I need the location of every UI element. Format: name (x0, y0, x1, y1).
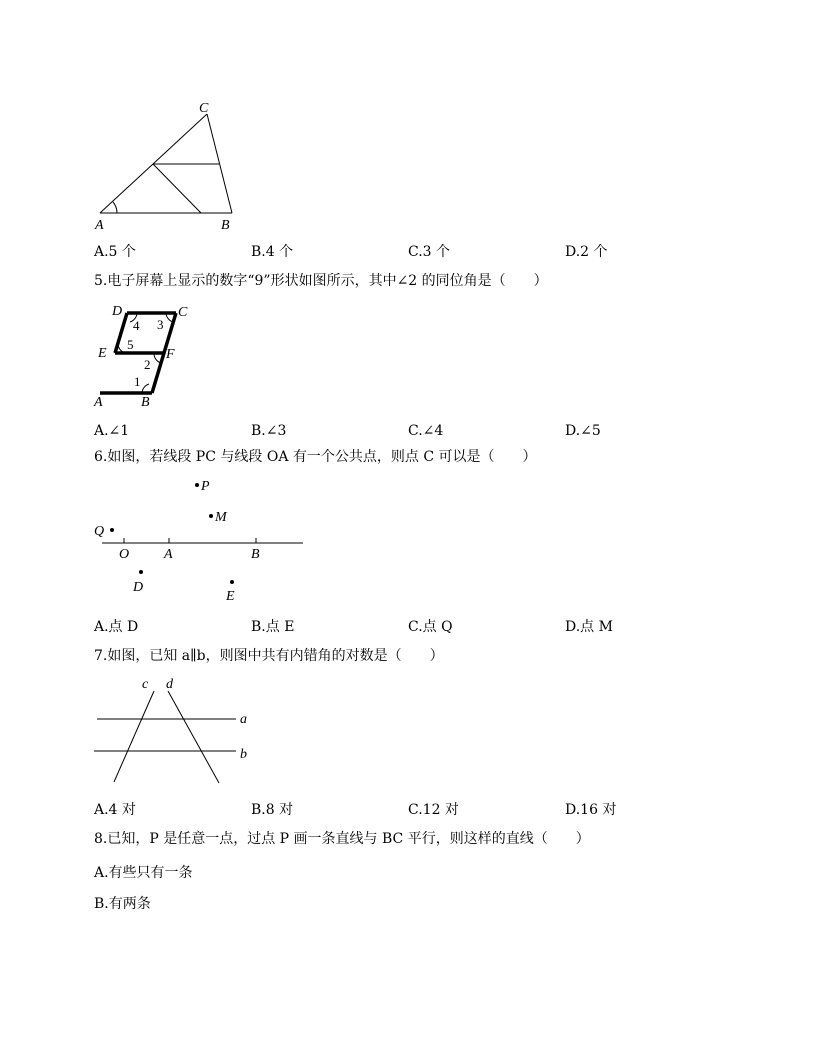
q4-option-a: A.5 个 (94, 244, 136, 260)
point-label-p: P (201, 479, 210, 494)
point-label-b: B (141, 395, 150, 410)
line-label-c: c (142, 677, 149, 692)
q7-option-c: C.12 对 (408, 802, 459, 818)
vertex-label-a: A (95, 218, 104, 233)
vertex-label-b: B (221, 218, 230, 233)
q5-option-b: B.∠3 (251, 423, 287, 439)
angle-label-2: 2 (144, 357, 151, 372)
q4-option-d: D.2 个 (565, 244, 608, 260)
digit-nine-figure (90, 300, 200, 412)
line-label-d: d (166, 677, 173, 692)
point-label-a: A (164, 547, 173, 562)
q5-option-a: A.∠1 (94, 423, 130, 439)
inner-slant-segment (153, 164, 201, 213)
q4-option-b: B.4 个 (251, 244, 294, 260)
point-q-dot (110, 528, 114, 532)
line-d (168, 691, 219, 783)
point-m-dot (209, 514, 213, 518)
vertex-label-c: C (199, 101, 209, 116)
line-label-a: a (240, 712, 247, 727)
q6-option-a: A.点 D (94, 619, 139, 635)
angle-label-5: 5 (127, 337, 134, 352)
q6-option-d: D.点 M (565, 619, 613, 635)
point-d-dot (139, 570, 143, 574)
q7-option-d: D.16 对 (565, 802, 617, 818)
point-label-c: C (178, 305, 188, 320)
triangle-figure (90, 98, 250, 234)
point-label-d: D (133, 580, 144, 595)
q5-stem: 5.电子屏幕上显示的数字“9”形状如图所示，其中∠2 的同位角是（ ） (94, 273, 548, 289)
q8-option-b: B.有两条 (94, 896, 151, 912)
point-label-e: E (98, 346, 107, 361)
angle-label-4: 4 (133, 318, 140, 333)
angle-a-arc (113, 202, 117, 213)
point-p-dot (195, 483, 199, 487)
q8-option-a: A.有些只有一条 (94, 865, 193, 881)
q6-option-b: B.点 E (251, 619, 295, 635)
point-label-m: M (215, 510, 227, 525)
angle-label-1: 1 (134, 374, 141, 389)
point-label-f: F (166, 347, 175, 362)
parallel-lines-figure (90, 672, 260, 790)
q7-option-b: B.8 对 (251, 802, 294, 818)
point-label-a: A (94, 395, 103, 410)
point-label-o: O (119, 547, 130, 562)
point-label-e: E (226, 589, 235, 604)
point-label-d: D (112, 304, 123, 319)
q7-option-a: A.4 对 (94, 802, 136, 818)
angle-label-3: 3 (157, 317, 164, 332)
point-label-q: Q (94, 524, 105, 539)
point-e-dot (230, 580, 234, 584)
q6-stem: 6.如图，若线段 PC 与线段 OA 有一个公共点，则点 C 可以是（ ） (94, 449, 537, 465)
points-line-figure (90, 472, 310, 607)
q8-stem: 8.已知，P 是任意一点，过点 P 画一条直线与 BC 平行，则这样的直线（ ） (94, 831, 590, 847)
q6-option-c: C.点 Q (408, 619, 453, 635)
line-c (114, 691, 154, 782)
q5-option-c: C.∠4 (408, 423, 444, 439)
q5-option-d: D.∠5 (565, 423, 601, 439)
q7-stem: 7.如图，已知 a∥b，则图中共有内错角的对数是（ ） (94, 648, 444, 664)
q4-option-c: C.3 个 (408, 244, 451, 260)
line-label-b: b (240, 747, 247, 762)
point-label-b: B (251, 547, 260, 562)
